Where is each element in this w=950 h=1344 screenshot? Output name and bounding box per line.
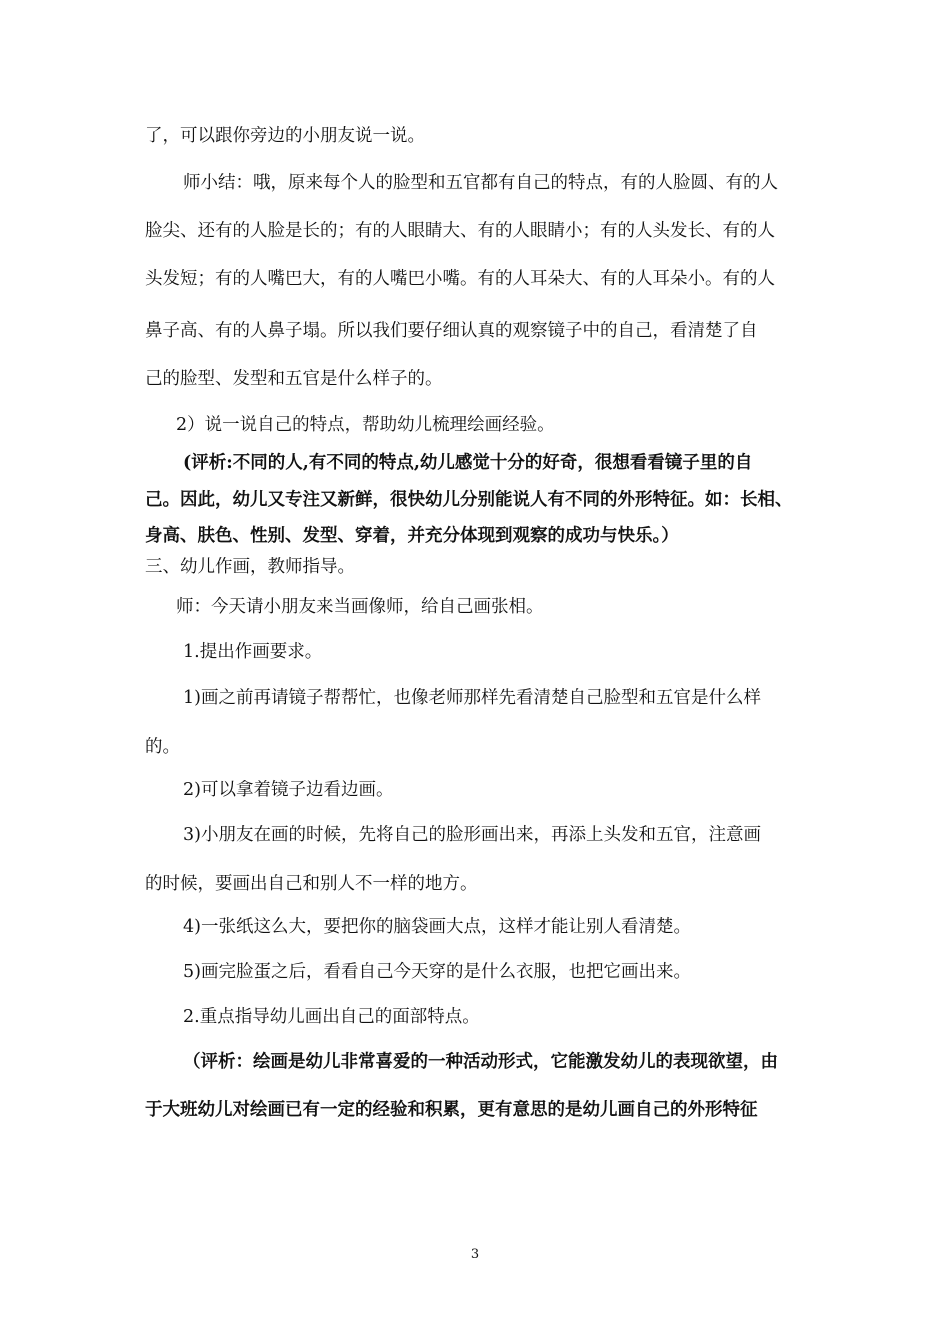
text-line: 3)小朋友在画的时候，先将自己的脸形画出来，再添上头发和五官，注意画 — [183, 825, 761, 845]
text-line: 己的脸型、发型和五官是什么样子的。 — [145, 369, 443, 389]
comment-line: 于大班幼儿对绘画已有一定的经验和积累，更有意思的是幼儿画自己的外形特征 — [145, 1100, 758, 1120]
comment-line: (评析:不同的人,有不同的特点,幼儿感觉十分的好奇，很想看看镜子里的自 — [183, 453, 753, 473]
text-line: 4)一张纸这么大，要把你的脑袋画大点，这样才能让别人看清楚。 — [183, 917, 691, 937]
text-line: 1.提出作画要求。 — [183, 642, 323, 662]
text-line: 5)画完脸蛋之后，看看自己今天穿的是什么衣服，也把它画出来。 — [183, 962, 691, 982]
text-line: 1)画之前再请镜子帮帮忙，也像老师那样先看清楚自己脸型和五官是什么样 — [183, 688, 761, 708]
text-line: 2.重点指导幼儿画出自己的面部特点。 — [183, 1007, 480, 1027]
text-line: 头发短；有的人嘴巴大，有的人嘴巴小嘴。有的人耳朵大、有的人耳朵小。有的人 — [145, 269, 775, 289]
text-line: 的时候，要画出自己和别人不一样的地方。 — [145, 874, 478, 894]
text-line: 师：今天请小朋友来当画像师，给自己画张相。 — [176, 597, 544, 617]
section-heading: 三、幼儿作画，教师指导。 — [145, 557, 355, 577]
comment-line: 身高、肤色、性别、发型、穿着，并充分体现到观察的成功与快乐。） — [145, 526, 679, 546]
text-line: 了，可以跟你旁边的小朋友说一说。 — [145, 126, 425, 146]
text-line: 的。 — [145, 737, 180, 757]
text-line: 脸尖、还有的人脸是长的；有的人眼睛大、有的人眼睛小；有的人头发长、有的人 — [145, 221, 775, 241]
text-line: 鼻子高、有的人鼻子塌。所以我们要仔细认真的观察镜子中的自己，看清楚了自 — [145, 321, 758, 341]
comment-line: 己。因此，幼儿又专注又新鲜，很快幼儿分别能说人有不同的外形特征。如：长相、 — [145, 490, 793, 510]
text-line: 2)可以拿着镜子边看边画。 — [183, 780, 394, 800]
comment-line: （评析：绘画是幼儿非常喜爱的一种活动形式，它能激发幼儿的表现欲望，由 — [183, 1052, 778, 1072]
text-line: 师小结：哦，原来每个人的脸型和五官都有自己的特点，有的人脸圆、有的人 — [183, 173, 778, 193]
text-line: 2）说一说自己的特点，帮助幼儿梳理绘画经验。 — [176, 415, 555, 435]
page-number: 3 — [470, 1247, 480, 1262]
